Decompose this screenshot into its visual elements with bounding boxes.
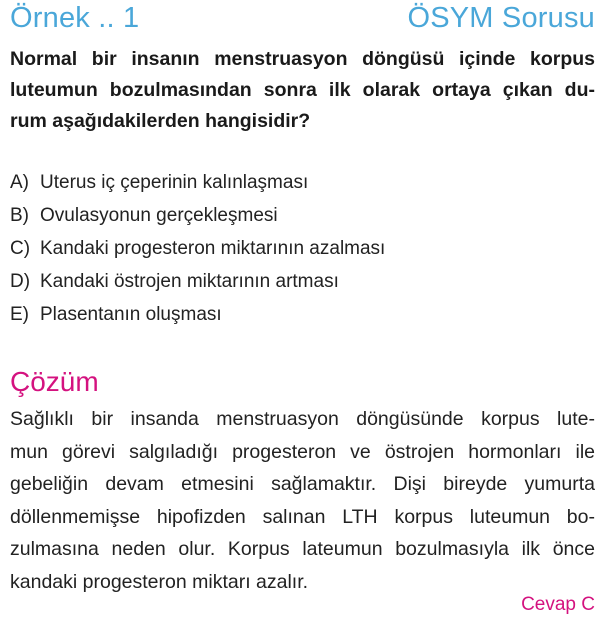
example-label: Örnek .. 1	[10, 2, 140, 34]
option-d	[10, 271, 339, 293]
question-line: luteumun bozulmasından sonra ilk olarak ortaya çıkan du-	[10, 79, 595, 101]
option-letter: C)	[10, 238, 31, 259]
solution-line: kandaki progesteron miktarı azalır.	[10, 571, 309, 593]
option-text: Kandaki östrojen miktarının artması	[40, 271, 339, 292]
option-b	[10, 205, 278, 227]
option-c	[10, 238, 385, 260]
option-letter: E)	[10, 304, 29, 325]
question-line: Normal bir insanın menstruasyon döngüsü içinde korpus	[10, 48, 595, 70]
option-text: Uterus iç çeperinin kalınlaşması	[40, 172, 309, 193]
question-line: rum aşağıdakilerden hangisidir?	[10, 110, 311, 132]
solution-title: Çözüm	[10, 366, 99, 397]
solution-line: zulmasına neden olur. Korpus lateumun bozulmasıyla ilk önce	[10, 538, 595, 560]
option-letter: D)	[10, 271, 31, 292]
solution-line: döllenmemişse hipofizden salınan LTH korpus luteumun bo-	[10, 506, 595, 528]
solution-line: gebeliğin devam etmesini sağlamaktır. Dişi bireyde yumurta	[10, 473, 595, 495]
option-e	[10, 304, 222, 326]
solution-line: mun görevi salgıladığı progesteron ve östrojen hormonları ile	[10, 441, 595, 463]
solution-line: Sağlıklı bir insanda menstruasyon döngüsünde korpus lute-	[10, 408, 595, 430]
option-letter: B)	[10, 205, 29, 226]
option-text: Plasentanın oluşması	[40, 304, 222, 325]
source-label: ÖSYM Sorusu	[407, 2, 595, 34]
option-letter: A)	[10, 172, 29, 193]
option-text: Kandaki progesteron miktarının azalması	[40, 238, 386, 259]
option-a	[10, 172, 308, 194]
option-text: Ovulasyonun gerçekleşmesi	[40, 205, 278, 226]
answer-label: Cevap C	[521, 594, 595, 615]
